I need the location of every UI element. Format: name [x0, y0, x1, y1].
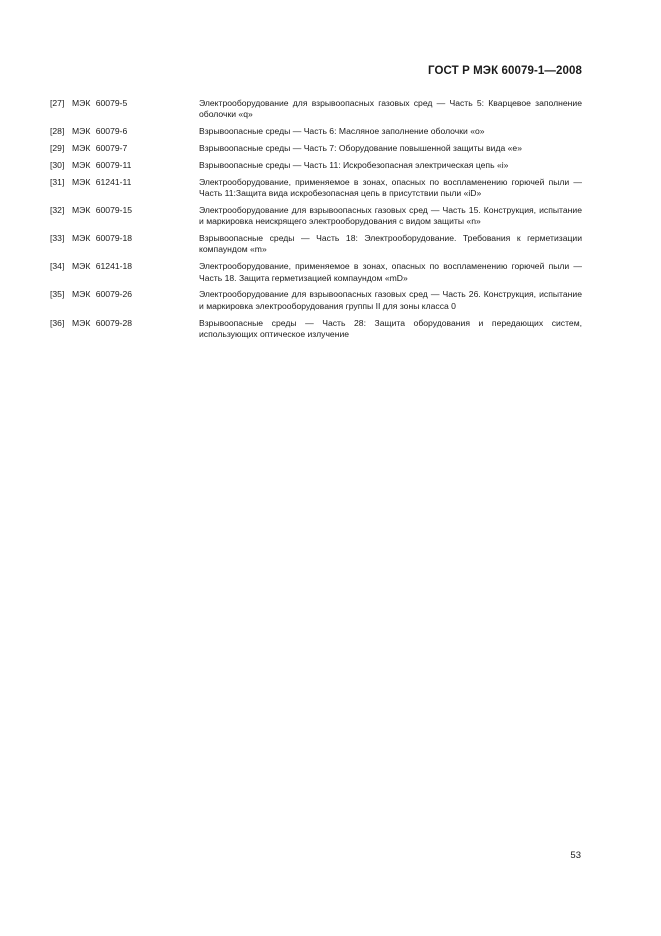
reference-number: [32] — [50, 204, 65, 215]
reference-number: [36] — [50, 317, 65, 328]
reference-item — [50, 261, 582, 284]
reference-item — [50, 177, 582, 200]
reference-title: Взрывоопасные среды — Часть 7: Оборудование повышенной защиты вида «e» — [199, 143, 522, 153]
reference-title: Электрооборудование, применяемое в зонах, опасных по воспламенению горючей пыли — Часть 11:Защита вида искробезопасная цепь в присутствии пыли «iD» — [199, 176, 582, 198]
reference-title: Взрывоопасные среды — Часть 28: Защита оборудования и передающих систем, использующих оптическое излучение — [199, 317, 582, 340]
reference-item — [50, 98, 582, 121]
reference-code: МЭК 60079-28 — [72, 317, 133, 328]
reference-number: [35] — [50, 289, 65, 300]
reference-title: Взрывоопасные среды — Часть 18: Электрооборудование. Требования к герметизации компаундом «m» — [199, 233, 582, 255]
reference-number: [27] — [50, 98, 65, 108]
page-header-standard-id: ГОСТ Р МЭК 60079-1—2008 — [428, 65, 582, 77]
reference-code: МЭК 60079-5 — [72, 98, 128, 108]
reference-number: [33] — [50, 233, 65, 243]
reference-code: МЭК 60079-7 — [72, 143, 128, 153]
reference-item — [50, 233, 582, 256]
reference-title: Электрооборудование, применяемое в зонах, опасных по воспламенению горючей пыли — Часть 18. Защита герметизацией компаундом «mD» — [199, 261, 582, 283]
reference-title: Электрооборудование для взрывоопасных газовых сред — Часть 5: Кварцевое заполнение оболочки «q» — [199, 98, 582, 120]
bibliography-list — [50, 98, 582, 346]
page-number: 53 — [570, 850, 581, 861]
reference-code: МЭК 60079-26 — [72, 289, 133, 300]
reference-title: Взрывоопасные среды — Часть 11: Искробезопасная электрическая цепь «i» — [199, 159, 509, 170]
reference-title: Электрооборудование для взрывоопасных газовых сред — Часть 26. Конструкция, испытание и маркировка электрооборудования группы II для зоны класса 0 — [199, 289, 582, 311]
reference-number: [28] — [50, 126, 65, 137]
reference-code: МЭК 60079-15 — [72, 204, 133, 215]
reference-number: [31] — [50, 176, 65, 187]
reference-code: МЭК 61241-11 — [72, 176, 132, 187]
reference-code: МЭК 60079-6 — [72, 126, 128, 137]
reference-item — [50, 289, 582, 312]
reference-code: МЭК 61241-18 — [72, 261, 133, 272]
reference-code: МЭК 60079-18 — [72, 233, 133, 243]
reference-number: [34] — [50, 261, 65, 272]
reference-item — [50, 160, 582, 171]
reference-item — [50, 205, 582, 228]
reference-item — [50, 318, 582, 341]
reference-code: МЭК 60079-11 — [72, 159, 132, 170]
reference-number: [29] — [50, 143, 65, 153]
reference-item — [50, 143, 582, 154]
reference-title: Электрооборудование для взрывоопасных газовых сред — Часть 15. Конструкция, испытание и маркировка неискрящего электрооборудования с видом защиты «n» — [199, 204, 582, 227]
reference-number: [30] — [50, 159, 65, 170]
reference-title: Взрывоопасные среды — Часть 6: Масляное заполнение оболочки «o» — [199, 126, 485, 137]
reference-item — [50, 126, 582, 137]
